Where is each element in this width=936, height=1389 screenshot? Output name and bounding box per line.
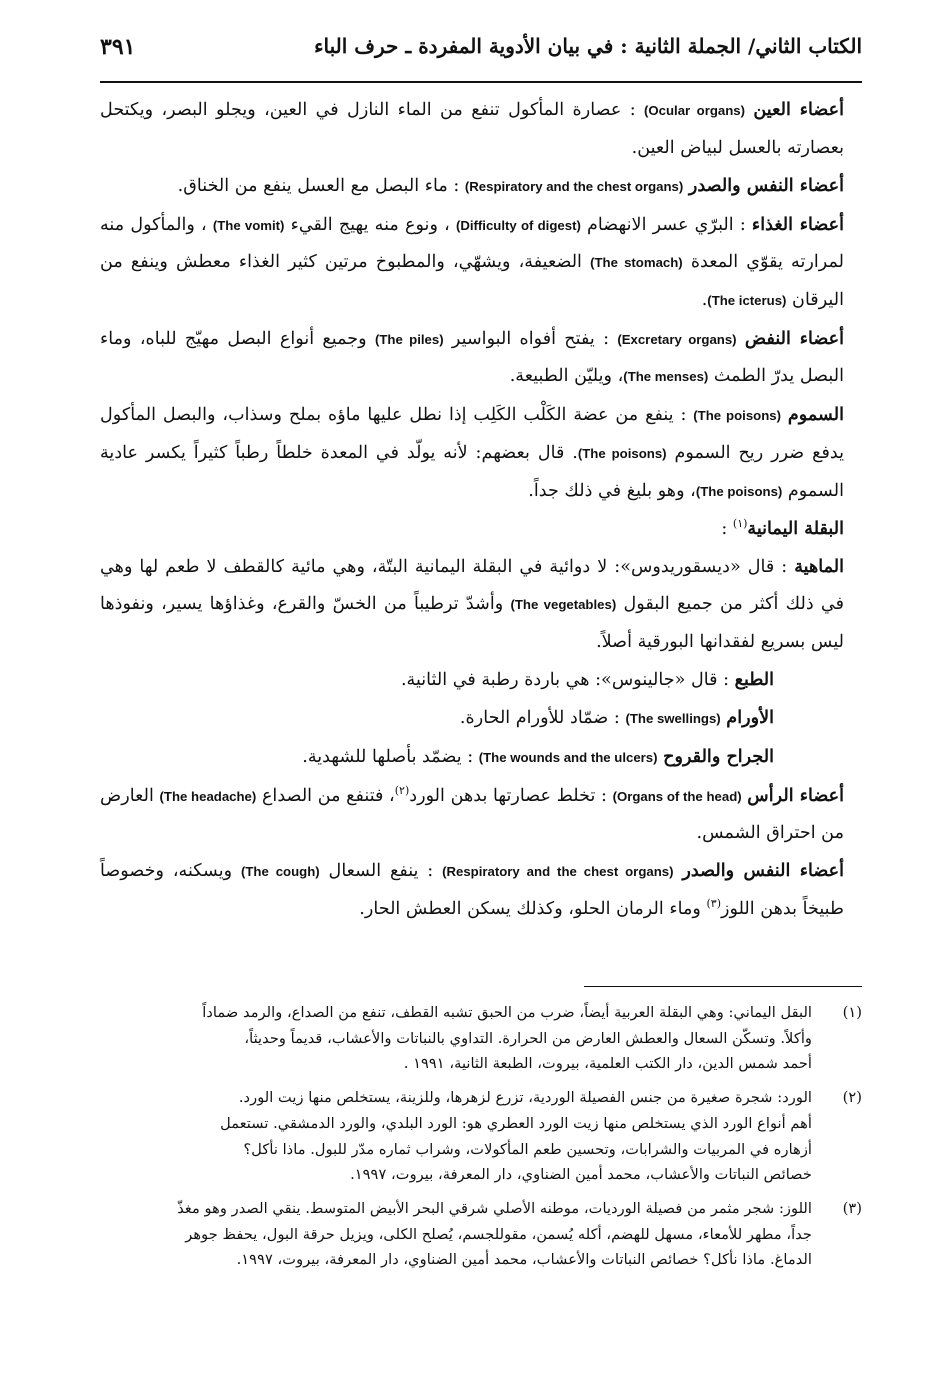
english-gloss: (Organs of the head) [612, 788, 742, 804]
paragraph-text: . [701, 289, 708, 310]
paragraph-text: . قال بعضهم: لأنه يولّد في المعدة خلطاً رطباً كثيراً يكسر عادية السموم [100, 442, 844, 501]
english-gloss: (The piles) [374, 331, 444, 347]
english-gloss: (The vegetables) [510, 597, 617, 613]
footnote-1 [100, 1000, 862, 1077]
entry-term: الأورام [726, 706, 774, 728]
entry-term: الماهية [794, 556, 845, 578]
footnote-line: أحمد شمس الدين، دار الكتب العلمية، بيروت، الطبعة الثانية، ١٩٩١ . [403, 1055, 812, 1073]
english-gloss: (Ocular organs) [644, 103, 745, 118]
footnotes [100, 1000, 862, 1281]
paragraph-text: : تخلط عصارتها بدهن الورد [409, 785, 607, 806]
paragraph-temperament [100, 662, 862, 699]
paragraph-text: : ينفع من عضة الكَلْب الكَلِب إذا نطل عليها ماؤه بملح وسذاب، والبصل المأكول يدفع ضرر ريح السموم [100, 405, 844, 463]
paragraph-text: : قال «جالينوس»: هي باردة رطبة في الثانية. [400, 669, 730, 690]
entry-term: الجراح والقروح [663, 745, 774, 767]
paragraph-text: وأشدّ ترطيباً من الخسّ والقرع، وغذاؤها يسير، ونفوذها ليس بسريع لفقدانها البورقية أصلاً. [100, 594, 844, 652]
footnote-ref[interactable]: (١) [732, 517, 748, 531]
entry-term: أعضاء النفس والصدر [688, 174, 844, 196]
paragraph-text: : البرّي عسر الانهضام [587, 214, 746, 235]
english-gloss: (Excretary organs) [617, 331, 737, 347]
footnote-line: الورد: شجرة صغيرة من جنس الفصيلة الوردية، تزرع لزهرها، وللزينة، يستخلص منها زيت الورد. [238, 1089, 812, 1107]
paragraph-text: وماء الرمان الحلو، وكذلك يسكن العطش الحار. [359, 898, 701, 919]
paragraph-text: : قال «ديسقوريدوس»: لا دوائية في البقلة اليمانية البتّة، وهي مائية كالقطف لا طعم لها وهي في ذلك أكثر من جميع البقول [100, 557, 845, 615]
entry-term: الطبع [734, 668, 774, 690]
paragraph-text: : [721, 519, 728, 540]
paragraph-digestive-organs [100, 207, 862, 320]
footnote-line: الدماغ. ماذا نأكل؟ خصائص النباتات والأعشاب، محمد أمين الضناوي، دار المعرفة، بيروت، ١٩٩٧. [236, 1251, 812, 1269]
footnote-number: (٢) [842, 1089, 862, 1107]
paragraph-head-organs [100, 778, 862, 852]
paragraph-text: ، ويليّن الطبيعة. [509, 366, 624, 387]
header-rule [100, 81, 862, 83]
paragraph-poisons [100, 397, 862, 510]
footnote-line: أزهاره في المربيات والشرابات، وتحسين طعم المأكولات، وشراب ثماره مدّر للبول. ماذا نأكل؟ [243, 1140, 812, 1158]
english-gloss: (The poisons) [695, 483, 783, 499]
entry-term: أعضاء النفس والصدر [682, 860, 845, 882]
english-gloss: (Respiratory and the chest organs) [464, 178, 684, 194]
section-heading-yemeni-herb [100, 511, 862, 548]
main-text [100, 92, 862, 929]
footnote-line: وأكلاً. وتسكّن السعال والعطش العارض من الحرارة. التداوي بالنباتات والأعشاب، قديماً وحديثاً، [244, 1029, 812, 1047]
english-gloss: (The poisons) [693, 408, 782, 424]
paragraph-text: ، وهو بليغ في ذلك جداً. [528, 480, 696, 501]
footnote-number: (٣) [842, 1199, 862, 1217]
english-gloss: (The cough) [240, 864, 320, 880]
paragraph-text: الضعيفة، ويشهّي، والمطبوخ مرتين كثير الغذاء معطش وينفع من اليرقان [100, 252, 844, 310]
paragraph-text: ويسكنه، وخصوصاً طبيخاً بدهن اللوز [100, 861, 844, 919]
entry-term: أعضاء النفض [744, 327, 845, 349]
english-gloss: (The menses) [623, 369, 709, 385]
entry-term: أعضاء الغذاء [751, 213, 845, 235]
paragraph-text: : يفتح أفواه البواسير [451, 328, 610, 349]
page-number: ٣٩١ [100, 34, 136, 60]
paragraph-text: وجميع أنواع البصل مهيّج للباه، وماء البصل يدرّ الطمث [100, 328, 844, 387]
footnote-line: اللوز: شجر مثمر من فصيلة الورديات، موطنه الأصلي شرقي البحر الأبيض المتوسط. ينقي الصدر وهو مغذّ [177, 1199, 812, 1217]
paragraph-text: : ماء البصل مع العسل ينفع من الخناق. [177, 175, 460, 196]
paragraph-nature [100, 549, 862, 660]
paragraph-text: : يضمّد بأصلها للشهدية. [302, 746, 474, 767]
footnote-3 [100, 1196, 862, 1273]
paragraph-text: ، فتنفع من الصداع [261, 785, 395, 806]
footnote-2 [100, 1085, 862, 1188]
footnote-line: أهم أنواع الورد الذي يستخلص منها زيت الورد العطري هو: الورد البلدي، والورد الدمشقي. تستعمل [220, 1114, 812, 1132]
english-gloss: (The swellings) [625, 710, 721, 726]
entry-term: أعضاء الرأس [747, 784, 845, 806]
paragraph-swellings [100, 700, 862, 738]
english-gloss: (The poisons) [577, 445, 667, 461]
paragraph-wounds [100, 739, 862, 777]
footnote-line: البقل اليماني: وهي البقلة العربية أيضاً، ضرب من الحبق تشبه القطف، تنفع من الصداع، والرمد ضماداً [202, 1004, 812, 1021]
english-gloss: (The vomit) [212, 217, 285, 233]
footnote-line: خصائص النباتات والأعشاب، محمد أمين الضناوي، دار المعرفة، بيروت، ١٩٩٧. [350, 1166, 812, 1184]
paragraph-text: ، والمأكول منه لمرارته يقوّي المعدة [100, 214, 844, 273]
english-gloss: (The stomach) [590, 255, 683, 271]
paragraph-text: العارض من احتراق الشمس. [100, 785, 844, 844]
paragraph-excretory-organs [100, 321, 862, 396]
page-header [100, 28, 862, 76]
footnote-rule [584, 986, 862, 987]
section-heading: البقلة اليمانية [747, 518, 844, 540]
footnote-ref[interactable]: (٢) [394, 783, 410, 797]
paragraph-text: : عصارة المأكول تنفع من الماء النازل في العين، ويجلو البصر، ويكتحل بعصارته بالعسل لبياض العين. [100, 100, 844, 158]
paragraph-text: : ينفع السعال [328, 861, 434, 882]
running-head: الكتاب الثاني/ الجملة الثانية : في بيان الأدوية المفردة ـ حرف الباء [314, 34, 862, 58]
footnote-ref[interactable]: (٣) [706, 896, 721, 910]
footnote-number: (١) [842, 1004, 862, 1021]
paragraph-text: ، ونوع منه يهيج القيء [290, 214, 450, 235]
paragraph-respiratory-organs-2 [100, 853, 862, 927]
english-gloss: (The icterus) [707, 292, 787, 308]
english-gloss: (The headache) [159, 788, 257, 804]
paragraph-text: : ضمّاد للأورام الحارة. [459, 707, 620, 728]
paragraph-respiratory-organs [100, 168, 862, 206]
footnote-line: جداً، مطهر للأمعاء، مسهل للهضم، أكله يُسمن، مقوللجسم، يُصلح الكلى، ويزيل حرقة البول، يحفظ جوهر [185, 1225, 812, 1243]
entry-term: السموم [787, 404, 845, 426]
paragraph-ocular-organs [100, 92, 862, 166]
english-gloss: (The wounds and the ulcers) [478, 749, 658, 765]
entry-term: أعضاء العين [753, 99, 845, 120]
english-gloss: (Respiratory and the chest organs) [442, 864, 674, 880]
english-gloss: (Difficulty of digest) [455, 217, 581, 233]
